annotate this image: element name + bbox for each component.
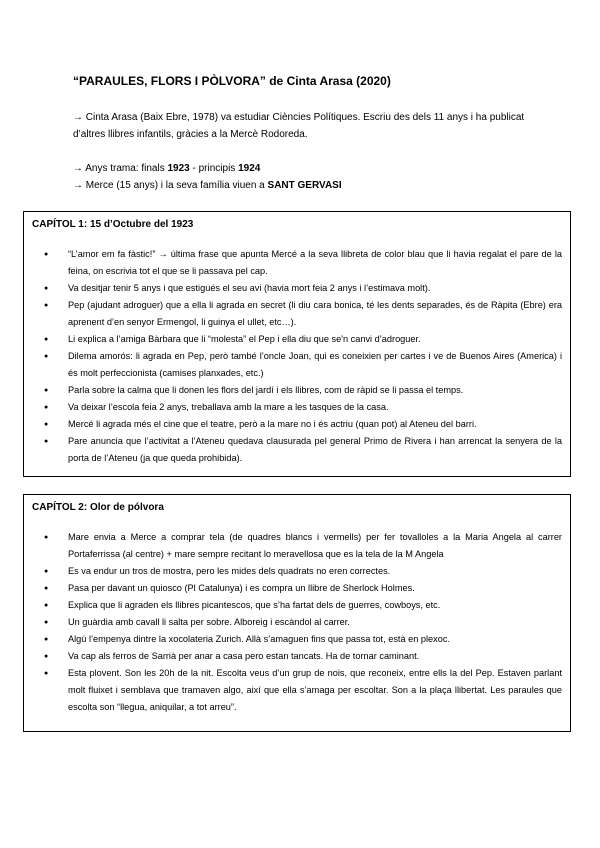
list-item: ● Pep (ajudant adroguer) que a ella li agrada en secret (li diu cara bonica, té les dents separades, és de Ràpita (Ebre) era aprenent d’en senyor Ermengol, li guinya el ullet, etc…). bbox=[68, 297, 562, 331]
chapter-1-list bbox=[32, 246, 562, 467]
list-item: ● Algú l’empenya dintre la xocolateria Zurich. Allà s’amaguen fins que passa tot, està en plexoc. bbox=[68, 631, 562, 648]
list-item: ● “L’amor em fa fàstic!” → última frase que apunta Mercé a la seva llibreta de color blau que li havia regalat el pare de la feina, on escrivia tot el que se li passava pel cap. bbox=[68, 246, 562, 280]
years-line bbox=[73, 160, 533, 177]
list-item: ● Va deixar l’escola feia 2 anys, treballava amb la mare a les tasques de la casa. bbox=[68, 399, 562, 416]
list-item: ● Explica que li agraden els llibres picantescos, que s’ha fartat dels de guerres, cowboys, etc. bbox=[68, 597, 562, 614]
list-item: ● Li explica a l’amiga Bàrbara que li “molesta” el Pep i ella diu que se'n canvi d’adroguer. bbox=[68, 331, 562, 348]
list-item: ● Dilema amorós: li agrada en Pep, però també l’oncle Joan, qui es coneixien per cartes i ve de Buenos Aires (America) i és molt perfeccionista (camises planxades, etc.) bbox=[68, 348, 562, 382]
list-item: ● Va cap als ferros de Sarrià per anar a casa pero estan tancats. Ha de tornar caminant. bbox=[68, 648, 562, 665]
years-prefix: → Anys trama: finals bbox=[73, 163, 168, 174]
intro-section bbox=[73, 109, 533, 194]
list-item: ● Esta plovent. Son les 20h de la nit. Escolta veus d’un grup de nois, que reconeix, entre ells la del Pep. Estaven parlant molt fluixet i semblava que tramaven algo, així que ella s’amaga per escoltar. Son a la plaça llibertat. Les paraules que escolta son “llegua, aniquilar, a tot arreu”. bbox=[68, 665, 562, 716]
list-item: ● Mare envia a Merce a comprar tela (de quadres blancs i vermells) per fer tovalloles a la Maria Angela al carrer Portaferrissa (al centre) + mare sempre recitant lo meravellosa que es la tela de la M Angela bbox=[68, 529, 562, 563]
chapter-2-box bbox=[23, 494, 571, 732]
years-start: 1923 bbox=[167, 163, 190, 174]
chapter-1-box bbox=[23, 211, 571, 477]
list-item: ● Un guàrdia amb cavall li salta per sobre. Alboreig i escàndol al carrer. bbox=[68, 614, 562, 631]
setting-line bbox=[73, 177, 533, 194]
years-sep: - principis bbox=[189, 163, 239, 174]
setting-place: SANT GERVASI bbox=[267, 180, 342, 191]
years-end: 1924 bbox=[238, 163, 261, 174]
list-item: ● Pare anuncia que l’activitat a l’Ateneu quedava clausurada pel general Primo de Rivera i han arrencat la senyera de la porta de l’Ateneu (ja que queda prohibida). bbox=[68, 433, 562, 467]
list-item: ● Es va endur un tros de mostra, pero les mides dels quadrats no eren correctes. bbox=[68, 563, 562, 580]
chapter-1-heading: CAPÍTOL 1: 15 d’Octubre del 1923 bbox=[32, 219, 194, 230]
chapter-2-list bbox=[32, 529, 562, 716]
author-line: → Cinta Arasa (Baix Ebre, 1978) va estudiar Ciències Polítiques. Escriu des dels 11 anys i ha publicat d’altres llibres infantils, gràcies a la Mercè Rodoreda. bbox=[73, 112, 525, 140]
list-item: ● Pasa per davant un quiosco (Pl Catalunya) i es compra un llibre de Sherlock Holmes. bbox=[68, 580, 562, 597]
list-item: ● Va desitjar tenir 5 anys i que estigués el seu avi (havia mort feia 2 anys i l’estimava molt). bbox=[68, 280, 562, 297]
document-title: “PARAULES, FLORS I PÒLVORA” de Cinta Arasa (2020) bbox=[73, 74, 391, 88]
list-item: ● Parla sobre la calma que li donen les flors del jardí i els llibres, com de ràpid se li passa el temps. bbox=[68, 382, 562, 399]
chapter-2-heading: CAPÍTOL 2: Olor de pólvora bbox=[32, 502, 164, 513]
setting-prefix: → Merce (15 anys) i la seva família viuen a bbox=[73, 180, 268, 191]
list-item: ● Mercé li agrada més el cine que el teatre, però a la mare no i és actriu (quan pot) al Ateneu del barri. bbox=[68, 416, 562, 433]
